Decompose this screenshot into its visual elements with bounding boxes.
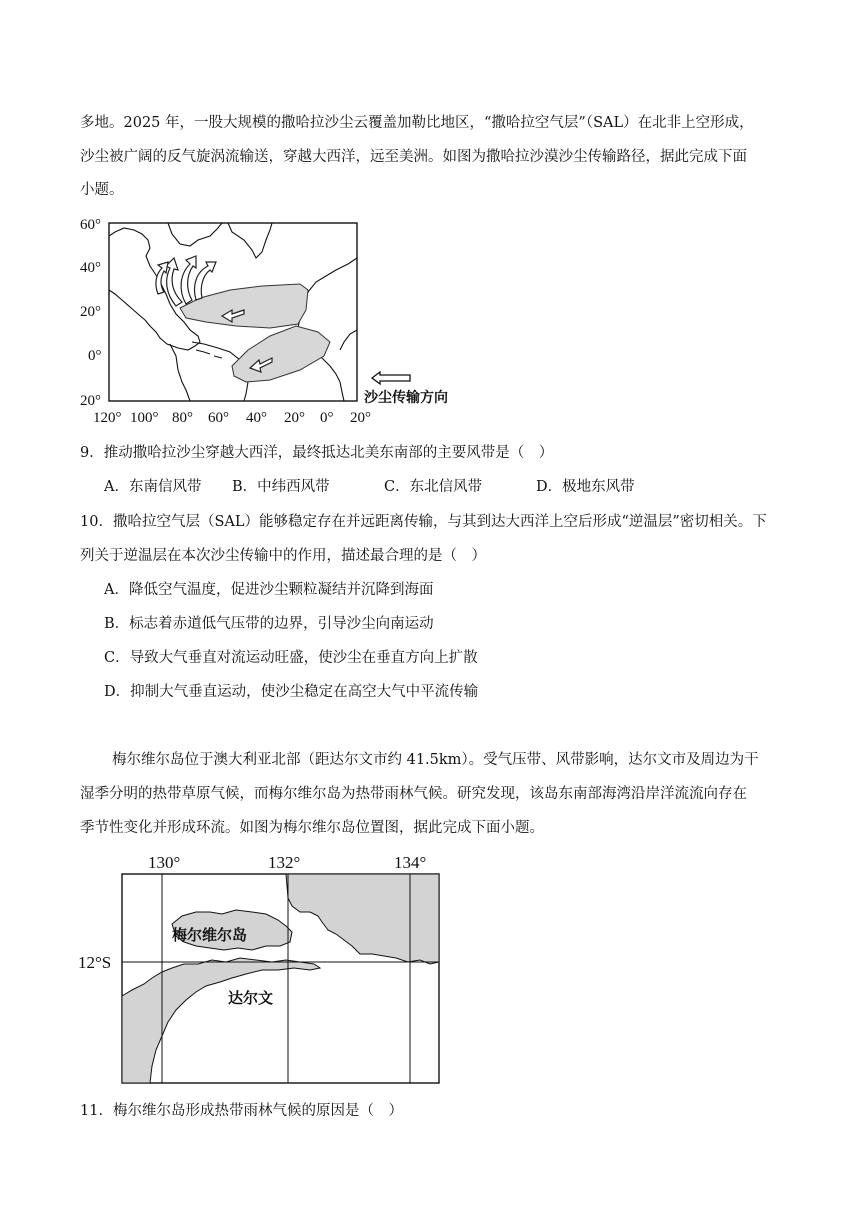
map1-lon-label: 40°: [246, 410, 267, 426]
map1-lat-label: 20°: [80, 393, 101, 409]
map1-lat-label: 0°: [88, 348, 102, 364]
q9-option-d[interactable]: D．极地东风带: [536, 479, 635, 495]
map1-lon-label: 0°: [320, 410, 334, 426]
map2-lon-label: 130°: [148, 853, 181, 872]
q10-option-a[interactable]: A．降低空气温度，促进沙尘颗粒凝结并沉降到海面: [104, 582, 434, 598]
map1-lon-label: 20°: [350, 410, 371, 426]
map1-lon-label: 80°: [172, 410, 193, 426]
q10-option-d[interactable]: D．抑制大气垂直运动，使沙尘稳定在高空大气中平流传输: [104, 684, 479, 700]
q9-option-b[interactable]: B．中纬西风带: [232, 479, 330, 495]
map2-island-label: 梅尔维尔岛: [172, 926, 248, 944]
map2-lon-label: 134°: [394, 853, 427, 872]
map2-lat-label: 12°S: [78, 953, 112, 972]
passage1-line-1: 多地。2025 年，一股大规模的撒哈拉沙尘云覆盖加勒比地区，“撒哈拉空气层”（SAL）在北非上空形成，: [80, 115, 754, 131]
q9-option-c[interactable]: C．东北信风带: [384, 479, 483, 495]
map1-legend-label: 沙尘传输方向: [364, 390, 448, 406]
passage2-line-1: 梅尔维尔岛位于澳大利亚北部（距达尔文市约 41.5km）。受气压带、风带影响，达尔文市及周边为干: [112, 752, 759, 768]
q10-stem-line-2: 列关于逆温层在本次沙尘传输中的作用，描述最合理的是（ ）: [80, 548, 486, 564]
passage1-line-3: 小题。: [80, 182, 124, 198]
passage2-line-3: 季节性变化并形成环流。如图为梅尔维尔岛位置图，据此完成下面小题。: [80, 820, 544, 836]
q10-stem-line-1: 10．撒哈拉空气层（SAL）能够稳定存在并远距离传输，与其到达大西洋上空后形成“逆温层”密切相关。下: [80, 514, 767, 530]
map1-lon-label: 120°: [93, 410, 122, 426]
dust-transport-map: [0, 210, 868, 630]
map1-lat-label: 40°: [80, 260, 101, 276]
map1-lon-label: 100°: [130, 410, 159, 426]
legend-arrow-icon: [372, 372, 410, 384]
map2-lon-label: 132°: [268, 853, 301, 872]
map1-lon-label: 20°: [284, 410, 305, 426]
map1-lat-label: 20°: [80, 304, 101, 320]
melville-island-map: [0, 850, 868, 1100]
map1-lat-label: 60°: [80, 217, 101, 233]
passage1-line-2: 沙尘被广阔的反气旋涡流输送，穿越大西洋，远至美洲。如图为撒哈拉沙漠沙尘传输路径，据此完成下面: [80, 149, 747, 165]
q9-option-a[interactable]: A．东南信风带: [104, 479, 202, 495]
q10-option-b[interactable]: B．标志着赤道低气压带的边界，引导沙尘向南运动: [104, 616, 434, 632]
q9-stem: 9．推动撒哈拉沙尘穿越大西洋，最终抵达北美东南部的主要风带是（ ）: [80, 445, 554, 461]
map2-city-label: 达尔文: [228, 989, 274, 1007]
q11-stem: 11．梅尔维尔岛形成热带雨林气候的原因是（ ）: [80, 1103, 403, 1119]
q10-option-c[interactable]: C．导致大气垂直对流运动旺盛，使沙尘在垂直方向上扩散: [104, 650, 478, 666]
map1-lon-label: 60°: [208, 410, 229, 426]
passage2-line-2: 湿季分明的热带草原气候，而梅尔维尔岛为热带雨林气候。研究发现，该岛东南部海湾沿岸洋流流向存在: [80, 786, 747, 802]
